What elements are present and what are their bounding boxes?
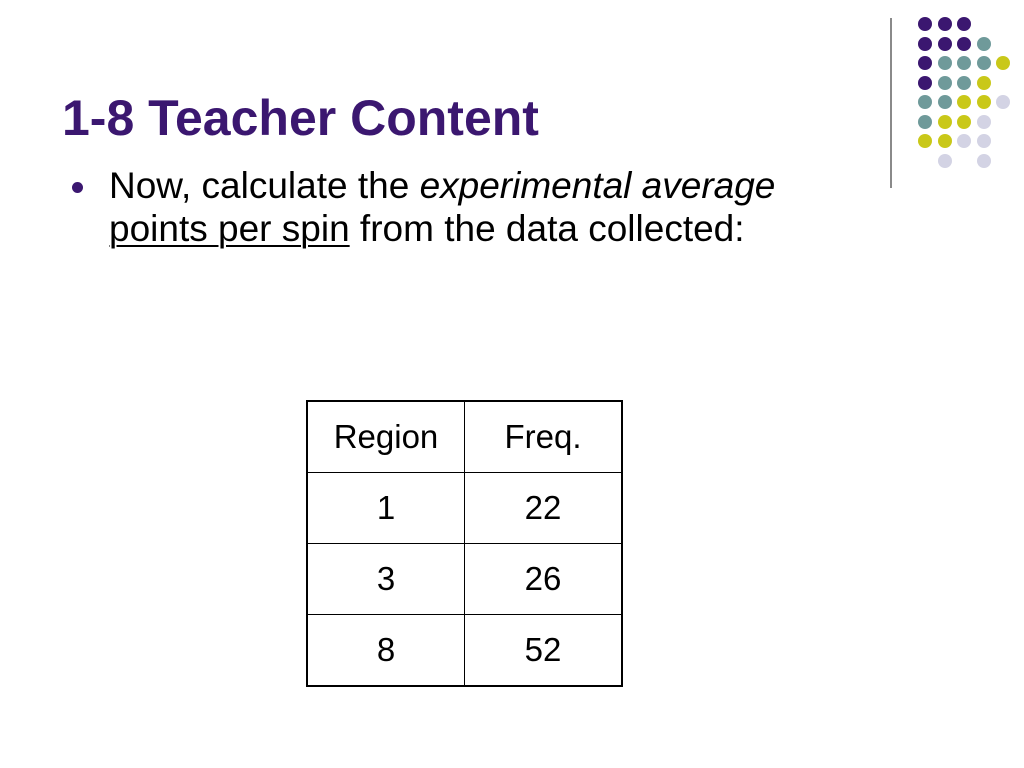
decorative-dot bbox=[918, 76, 932, 90]
decorative-dot bbox=[938, 56, 952, 70]
decorative-dot bbox=[957, 95, 971, 109]
decorative-dot bbox=[977, 56, 991, 70]
bullet-text-part3: from the data collected: bbox=[349, 208, 745, 249]
bullet-underlined-text: points per spin bbox=[109, 208, 350, 249]
cell-region: 3 bbox=[307, 544, 465, 615]
bullet-text-part1: Now, calculate the bbox=[109, 165, 420, 206]
decorative-dot bbox=[938, 37, 952, 51]
table-row bbox=[307, 615, 622, 687]
slide-title: 1-8 Teacher Content bbox=[62, 90, 539, 146]
decorative-dot bbox=[957, 76, 971, 90]
decorative-dot bbox=[938, 76, 952, 90]
bullet-text bbox=[109, 164, 872, 250]
decorative-dot bbox=[977, 95, 991, 109]
table-row bbox=[307, 544, 622, 615]
decorative-dot bbox=[977, 37, 991, 51]
decorative-dot bbox=[938, 17, 952, 31]
decorative-dot bbox=[977, 115, 991, 129]
decorative-dot bbox=[918, 17, 932, 31]
vertical-divider bbox=[890, 18, 892, 188]
decorative-dot bbox=[996, 56, 1010, 70]
cell-freq: 22 bbox=[465, 473, 623, 544]
cell-freq: 52 bbox=[465, 615, 623, 687]
bullet-italic-text: experimental average bbox=[419, 165, 776, 206]
table-row bbox=[307, 473, 622, 544]
bullet-dot-icon bbox=[72, 182, 83, 193]
decorative-dot bbox=[918, 95, 932, 109]
bullet-item bbox=[72, 164, 872, 250]
decorative-dot bbox=[938, 154, 952, 168]
frequency-table bbox=[306, 400, 623, 687]
header-freq: Freq. bbox=[465, 401, 623, 473]
decorative-dot bbox=[996, 95, 1010, 109]
decorative-dot bbox=[977, 154, 991, 168]
cell-region: 8 bbox=[307, 615, 465, 687]
table-header-row bbox=[307, 401, 622, 473]
header-region: Region bbox=[307, 401, 465, 473]
decorative-dot bbox=[938, 134, 952, 148]
decorative-dot bbox=[918, 134, 932, 148]
cell-region: 1 bbox=[307, 473, 465, 544]
decorative-dot bbox=[977, 76, 991, 90]
decorative-dot bbox=[918, 115, 932, 129]
decorative-dot bbox=[918, 37, 932, 51]
decorative-dot bbox=[938, 95, 952, 109]
decorative-dot bbox=[957, 115, 971, 129]
decorative-dot bbox=[918, 56, 932, 70]
decorative-dot bbox=[957, 37, 971, 51]
decorative-dot bbox=[957, 56, 971, 70]
cell-freq: 26 bbox=[465, 544, 623, 615]
decorative-dot bbox=[938, 115, 952, 129]
decorative-dot bbox=[977, 134, 991, 148]
decorative-dot bbox=[957, 17, 971, 31]
decorative-dot bbox=[957, 134, 971, 148]
